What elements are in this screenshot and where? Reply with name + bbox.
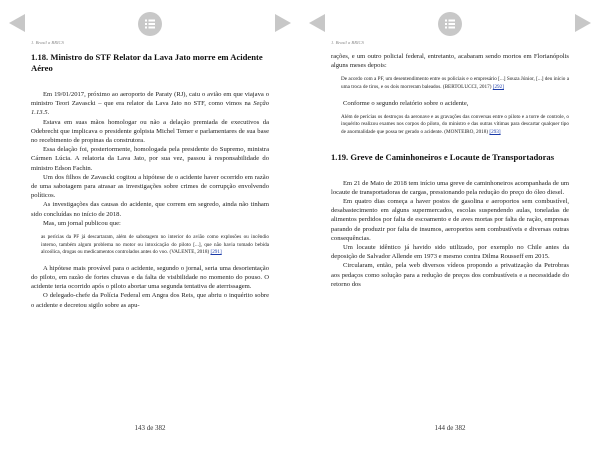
next-page-button[interactable] [274, 13, 292, 33]
menu-button[interactable] [138, 12, 162, 36]
paragraph: Conforme o segundo relatório sobre o acidente, [343, 99, 469, 107]
next-page-button[interactable] [574, 13, 592, 33]
chevron-left-icon [308, 13, 326, 33]
paragraph: O delegado-chefe da Polícia Federal em Angra dos Reis, que abriu o inquérito sobre o acidente e decretou sigilo sobre as apu- [31, 292, 269, 309]
chevron-right-icon [274, 13, 292, 33]
block-quote [341, 114, 569, 137]
menu-button[interactable] [438, 12, 462, 36]
section-link: Seção 1.13.5 [31, 100, 269, 117]
quote-text: De acordo com a PF, um desentendimento entre os policiais e o empresário [...] Souza Júnior, [...] deu início a uma troca de tiros, e os dois morreram baleados. (BERTOLUCCI, 2017) [341, 76, 569, 90]
paragraph: Em quatro dias começa a haver postos de gasolina e aeroportos sem combustível, desabastecimento em alguns supermercados, escolas suspendendo aulas, toneladas de alimentos perdidos por falta de escoamento e de aves mortas por falta de ração, empresas parando de produzir por falta de insumos, aeroportos sem combustíveis e diversas outras consequências. [331, 197, 569, 242]
paragraph: A hipótese mais provável para o acidente, segundo o jornal, seria uma desorientação do piloto, em razão de fortes chuvas e da falta de visibilidade no momento do pouso. O acidente teria ocorrido após o piloto abortar uma segunda tentativa de aterrissagem. [31, 264, 269, 291]
footnote-link[interactable]: [293] [489, 128, 501, 135]
list-menu-icon [438, 12, 462, 36]
prev-page-button[interactable] [8, 13, 26, 33]
paragraph: Estava em suas mãos homologar ou não a delação premiada de executivos da Odebrecht que implicava o presidente golpista Michel Temer e parlamentares de sua base no recebimento de propinas da construtora. [31, 118, 269, 145]
paragraph: Mas, um jornal publicou que: [43, 219, 121, 227]
spacer [331, 144, 569, 152]
paragraph-text: Em 19/01/2017, próximo ao aeroporto de Paraty (RJ), caiu o avião em que viajava o ministro Teori Zavascki – que era relator da Lava Jato no STF, como vimos na [31, 91, 269, 108]
section-title: 1.19. Greve de Caminhoneiros e Locaute de Transportadoras [331, 151, 555, 162]
block-quote [341, 76, 569, 91]
reader-nav-bar [300, 4, 600, 38]
block-quote [41, 234, 269, 257]
chevron-right-icon [574, 13, 592, 33]
footnote-link[interactable]: [291] [210, 249, 222, 256]
page-content [331, 52, 569, 392]
prev-page-button[interactable] [308, 13, 326, 33]
quote-text: Além de perícias os destroços da aeronave e as gravações das conversas entre o piloto e a torre de controle, o inquérito realizou exames nos corpos do piloto, do ministro e das outras vítimas para descartar qualquer tipo de anormalidade que possa ter gerado o acidente. (MONTEIRO, 2018) [341, 113, 569, 135]
reader-nav-bar [0, 4, 300, 38]
paragraph: Essa delação foi, posteriormente, homologada pela presidente do Supremo, ministra Cármen Lúcia. A relatoria da Lava Jato, por sua vez, passou à responsabilidade do ministro Edson Fachin. [31, 146, 269, 172]
chevron-left-icon [8, 13, 26, 33]
page-content [31, 52, 269, 392]
right-page [300, 0, 600, 450]
running-header: 1. Brasil a BRICS [331, 40, 364, 45]
page-number: 144 de 382 [434, 424, 466, 432]
paragraph: Um locaute idêntico já havido sido utilizado, por exemplo no Chile antes da deposição de Salvador Allende em 1973 e mesmo contra Dilma Rousseff em 2015. [331, 244, 569, 261]
paragraph: Um dos filhos de Zavascki cogitou a hipótese de o acidente haver ocorrido em razão de uma sabotagem para atrasar as investigações sobre crimes de corrupção envolvendo políticos. [31, 173, 269, 200]
paragraph-text: . [47, 109, 50, 117]
paragraph [31, 90, 269, 118]
paragraph: Em 21 de Maio de 2018 tem início uma greve de caminhoneiros acompanhada de um locaute de transportadoras de cargas, pressionando pela redução do preço do óleo diesel. [331, 179, 569, 196]
section-title: 1.18. Ministro do STF Relator da Lava Jato morre em Acidente Aéreo [31, 52, 263, 73]
paragraph: As investigações das causas do acidente, que correm em segredo, ainda não tinham sido concluídas no início de 2018. [31, 201, 269, 218]
list-menu-icon [138, 12, 162, 36]
paragraph: rações, e um outro policial federal, entretanto, acabaram sendo mortos em Florianópolis alguns meses depois: [331, 53, 569, 70]
quote-text: as perícias da PF já descartaram, além de sabotagem no interior do avião como explosões ou incêndio interno, também algum problema no motor ou intoxicação do piloto [...], que não havia tomado bebida alcoólica, drogas ou medicamentos controlados antes do voo. (VALENTE, 2018) [41, 234, 269, 256]
footnote-link[interactable]: [292] [492, 84, 504, 90]
paragraph: Circularam, então, pela web diversos vídeos propondo a privatização da Petrobras aos pedaços como solução para a redução de preços dos combustíveis e a necessidade do retorno dos [331, 262, 569, 288]
page-number: 143 de 382 [134, 424, 166, 432]
running-header: 1. Brasil a BRICS [31, 40, 64, 45]
